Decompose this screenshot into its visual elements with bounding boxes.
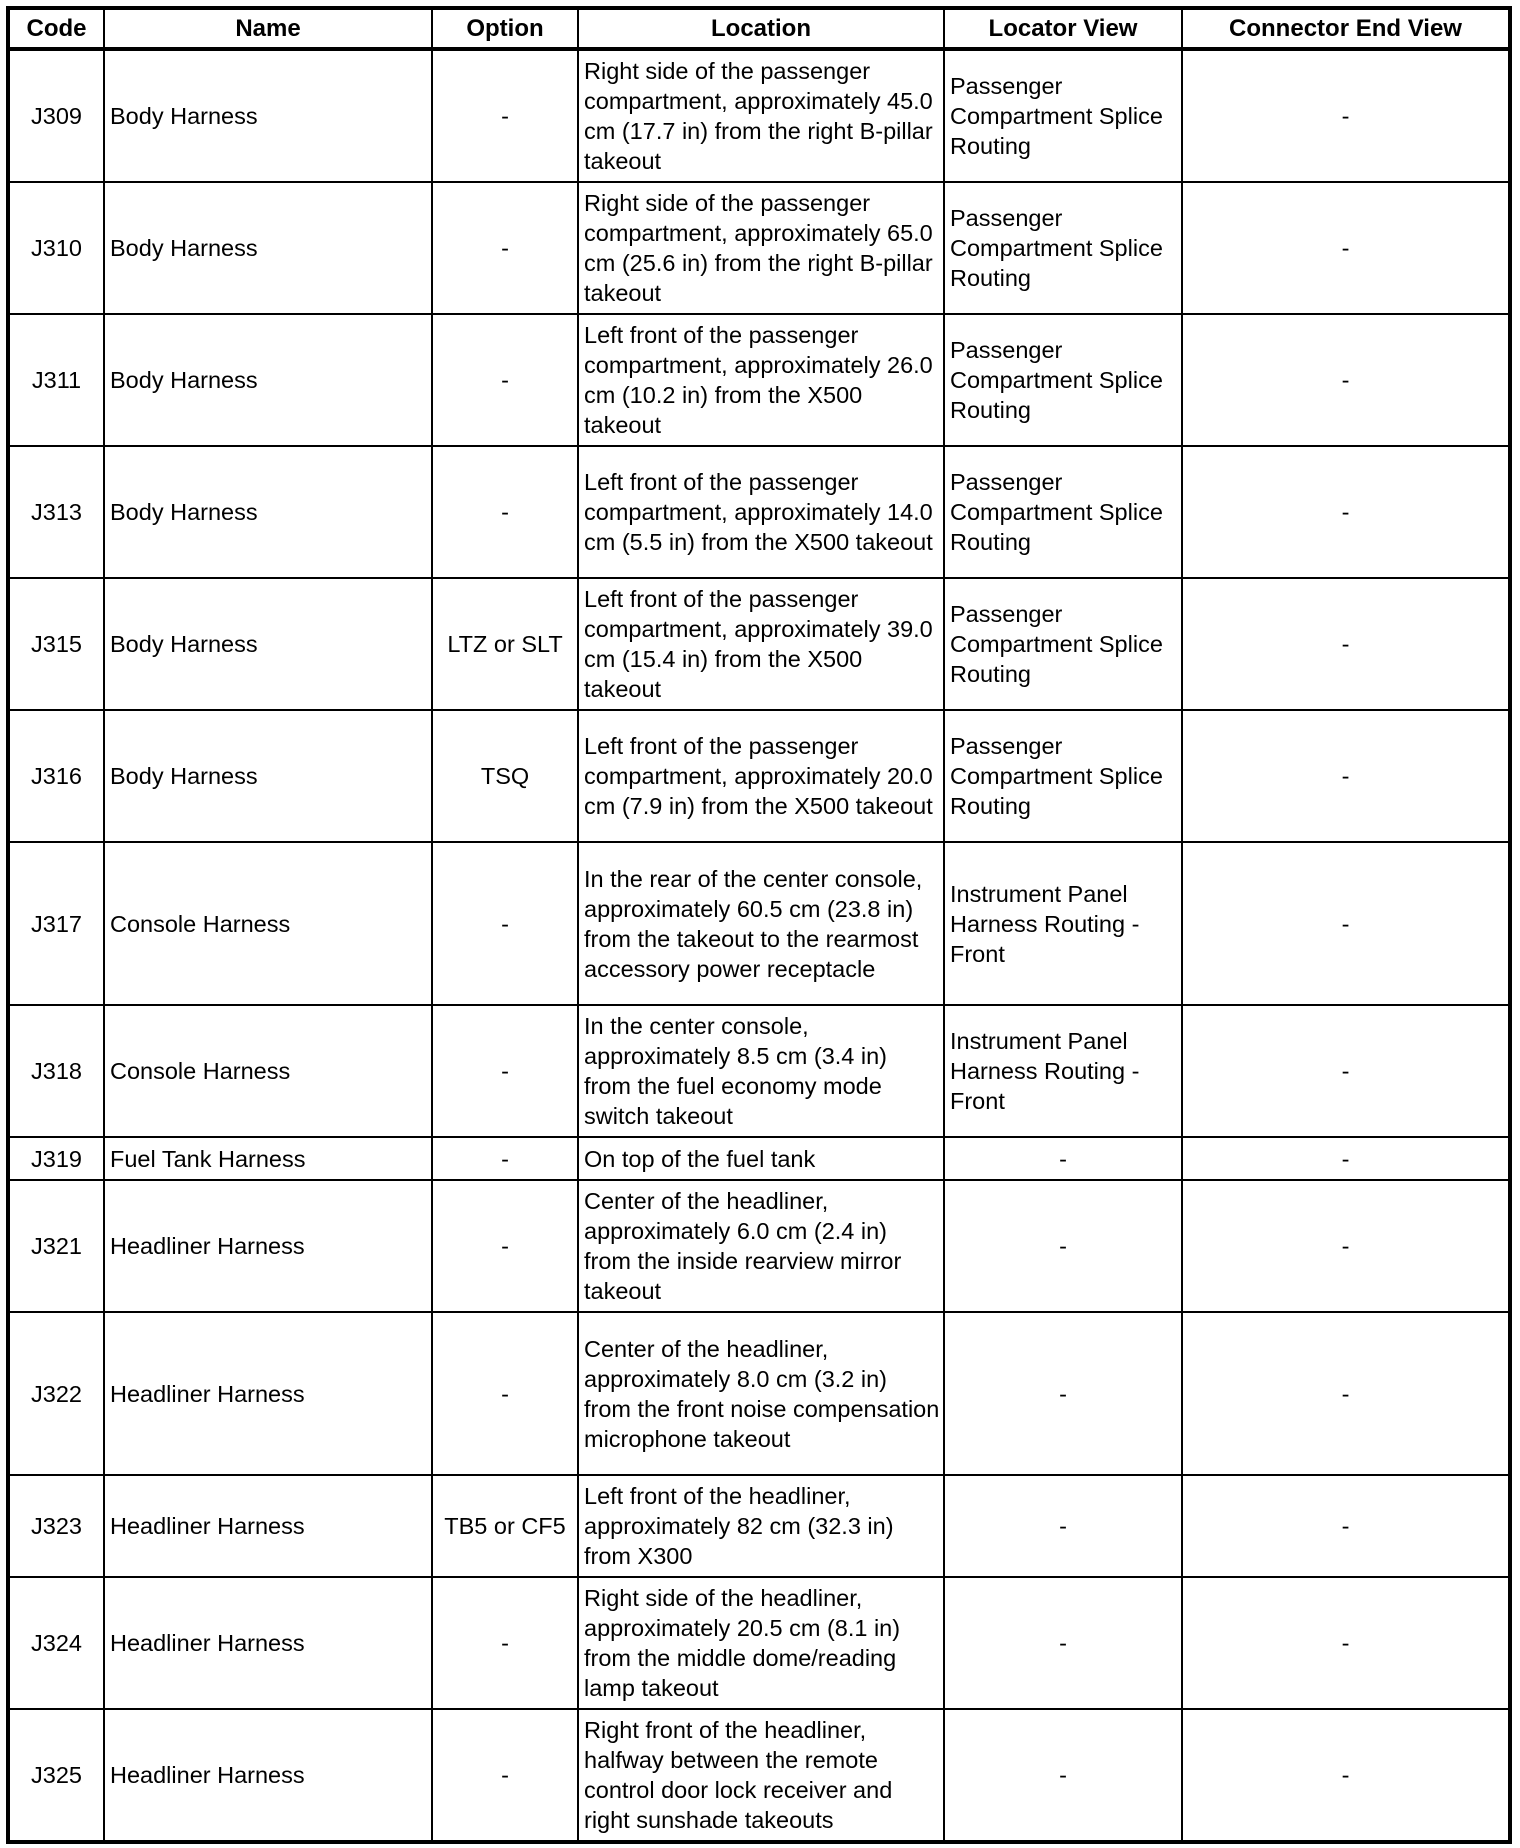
cell-option: - — [432, 314, 578, 446]
cell-name: Body Harness — [104, 49, 432, 182]
cell-option: TSQ — [432, 710, 578, 842]
cell-locator-view: Passenger Compartment Splice Routing — [944, 49, 1182, 182]
cell-location: On top of the fuel tank — [578, 1137, 944, 1180]
cell-location: Center of the headliner, approximately 8.0 cm (3.2 in) from the front noise compensation microphone takeout — [578, 1312, 944, 1475]
cell-connector-end-view: - — [1182, 314, 1510, 446]
cell-connector-end-view: - — [1182, 710, 1510, 842]
cell-code: J319 — [8, 1137, 104, 1180]
table-body — [8, 49, 1510, 1842]
cell-location: Center of the headliner, approximately 6.0 cm (2.4 in) from the inside rearview mirror takeout — [578, 1180, 944, 1312]
cell-location: Right side of the headliner, approximately 20.5 cm (8.1 in) from the middle dome/reading lamp takeout — [578, 1577, 944, 1709]
cell-name: Headliner Harness — [104, 1475, 432, 1577]
column-header-code: Code — [8, 8, 104, 49]
cell-location: Right front of the headliner, halfway between the remote control door lock receiver and right sunshade takeouts — [578, 1709, 944, 1842]
column-header-option: Option — [432, 8, 578, 49]
cell-locator-view: - — [944, 1475, 1182, 1577]
cell-name: Body Harness — [104, 314, 432, 446]
cell-option: - — [432, 1312, 578, 1475]
cell-name: Headliner Harness — [104, 1577, 432, 1709]
table-row — [8, 1475, 1510, 1577]
cell-locator-view: Passenger Compartment Splice Routing — [944, 182, 1182, 314]
cell-connector-end-view: - — [1182, 182, 1510, 314]
cell-name: Body Harness — [104, 710, 432, 842]
cell-connector-end-view: - — [1182, 1577, 1510, 1709]
cell-code: J323 — [8, 1475, 104, 1577]
cell-locator-view: Passenger Compartment Splice Routing — [944, 314, 1182, 446]
cell-name: Headliner Harness — [104, 1709, 432, 1842]
cell-locator-view: - — [944, 1312, 1182, 1475]
cell-option: LTZ or SLT — [432, 578, 578, 710]
cell-code: J316 — [8, 710, 104, 842]
cell-location: Left front of the passenger compartment, approximately 20.0 cm (7.9 in) from the X500 takeout — [578, 710, 944, 842]
cell-connector-end-view: - — [1182, 1137, 1510, 1180]
cell-locator-view: Passenger Compartment Splice Routing — [944, 446, 1182, 578]
table-row — [8, 1709, 1510, 1842]
cell-locator-view: Passenger Compartment Splice Routing — [944, 578, 1182, 710]
cell-option: - — [432, 1577, 578, 1709]
cell-location: Right side of the passenger compartment, approximately 65.0 cm (25.6 in) from the right B-pillar takeout — [578, 182, 944, 314]
table-row — [8, 1137, 1510, 1180]
cell-name: Body Harness — [104, 182, 432, 314]
table-row — [8, 1577, 1510, 1709]
cell-code: J318 — [8, 1005, 104, 1137]
cell-location: Left front of the passenger compartment, approximately 39.0 cm (15.4 in) from the X500 takeout — [578, 578, 944, 710]
cell-connector-end-view: - — [1182, 578, 1510, 710]
cell-location: Right side of the passenger compartment, approximately 45.0 cm (17.7 in) from the right B-pillar takeout — [578, 49, 944, 182]
column-header-connector-end-view: Connector End View — [1182, 8, 1510, 49]
cell-option: - — [432, 1137, 578, 1180]
cell-connector-end-view: - — [1182, 1005, 1510, 1137]
cell-connector-end-view: - — [1182, 1180, 1510, 1312]
splice-pack-table — [6, 6, 1512, 1844]
cell-name: Console Harness — [104, 842, 432, 1005]
table-row — [8, 182, 1510, 314]
cell-locator-view: - — [944, 1137, 1182, 1180]
cell-option: TB5 or CF5 — [432, 1475, 578, 1577]
cell-location: Left front of the passenger compartment, approximately 26.0 cm (10.2 in) from the X500 takeout — [578, 314, 944, 446]
table-row — [8, 1180, 1510, 1312]
table-row — [8, 578, 1510, 710]
header-row — [8, 8, 1510, 49]
cell-connector-end-view: - — [1182, 1312, 1510, 1475]
column-header-locator-view: Locator View — [944, 8, 1182, 49]
cell-locator-view: - — [944, 1709, 1182, 1842]
table-row — [8, 710, 1510, 842]
cell-connector-end-view: - — [1182, 1709, 1510, 1842]
table-row — [8, 1312, 1510, 1475]
cell-option: - — [432, 446, 578, 578]
cell-connector-end-view: - — [1182, 446, 1510, 578]
cell-option: - — [432, 182, 578, 314]
cell-code: J310 — [8, 182, 104, 314]
cell-name: Body Harness — [104, 446, 432, 578]
cell-connector-end-view: - — [1182, 1475, 1510, 1577]
cell-location: In the rear of the center console, approximately 60.5 cm (23.8 in) from the takeout to the rearmost accessory power receptacle — [578, 842, 944, 1005]
cell-locator-view: Passenger Compartment Splice Routing — [944, 710, 1182, 842]
table-row — [8, 314, 1510, 446]
table-row — [8, 842, 1510, 1005]
table-row — [8, 49, 1510, 182]
cell-code: J321 — [8, 1180, 104, 1312]
cell-name: Headliner Harness — [104, 1180, 432, 1312]
cell-code: J325 — [8, 1709, 104, 1842]
cell-name: Body Harness — [104, 578, 432, 710]
cell-code: J317 — [8, 842, 104, 1005]
cell-locator-view: - — [944, 1180, 1182, 1312]
cell-name: Fuel Tank Harness — [104, 1137, 432, 1180]
cell-connector-end-view: - — [1182, 49, 1510, 182]
cell-name: Headliner Harness — [104, 1312, 432, 1475]
cell-connector-end-view: - — [1182, 842, 1510, 1005]
column-header-location: Location — [578, 8, 944, 49]
cell-option: - — [432, 49, 578, 182]
cell-option: - — [432, 1180, 578, 1312]
cell-code: J313 — [8, 446, 104, 578]
cell-locator-view: Instrument Panel Harness Routing - Front — [944, 842, 1182, 1005]
column-header-name: Name — [104, 8, 432, 49]
cell-locator-view: - — [944, 1577, 1182, 1709]
cell-locator-view: Instrument Panel Harness Routing - Front — [944, 1005, 1182, 1137]
cell-option: - — [432, 1005, 578, 1137]
cell-code: J309 — [8, 49, 104, 182]
cell-option: - — [432, 842, 578, 1005]
cell-location: Left front of the passenger compartment, approximately 14.0 cm (5.5 in) from the X500 takeout — [578, 446, 944, 578]
table-row — [8, 446, 1510, 578]
cell-name: Console Harness — [104, 1005, 432, 1137]
cell-code: J324 — [8, 1577, 104, 1709]
cell-option: - — [432, 1709, 578, 1842]
table-header — [8, 8, 1510, 49]
table-row — [8, 1005, 1510, 1137]
cell-location: Left front of the headliner, approximately 82 cm (32.3 in) from X300 — [578, 1475, 944, 1577]
cell-code: J322 — [8, 1312, 104, 1475]
cell-code: J311 — [8, 314, 104, 446]
cell-location: In the center console, approximately 8.5 cm (3.4 in) from the fuel economy mode switch takeout — [578, 1005, 944, 1137]
cell-code: J315 — [8, 578, 104, 710]
